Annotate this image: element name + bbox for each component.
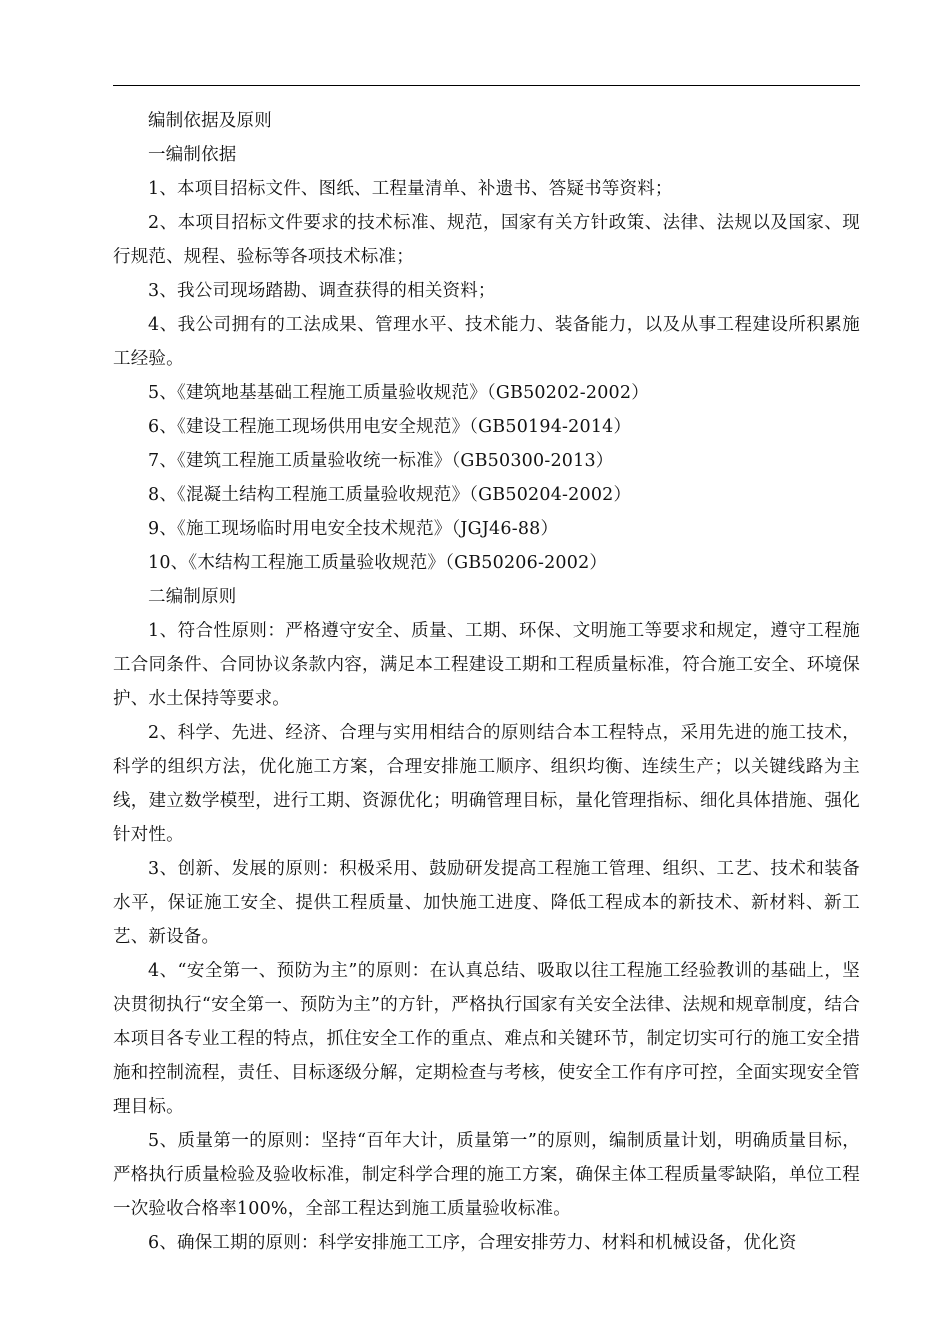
principle-item: 2、科学、先进、经济、合理与实用相结合的原则结合本工程特点，采用先进的施工技术，科学的组织方法，优化施工方案，合理安排施工顺序、组织均衡、连续生产；以关键线路为主线，建立数学模型，进行工期、资源优化；明确管理目标，量化管理指标、细化具体措施、强化针对性。 <box>113 723 860 845</box>
principle-item: 5、质量第一的原则：坚持“百年大计，质量第一”的原则，编制质量计划，明确质量目标，严格执行质量检验及验收标准，制定科学合理的施工方案，确保主体工程质量零缺陷，单位工程一次验收合格率100%，全部工程达到施工质量验收标准。 <box>113 1131 860 1219</box>
basis-item: 4、我公司拥有的工法成果、管理水平、技术能力、装备能力，以及从事工程建设所积累施工经验。 <box>113 315 860 369</box>
basis-item: 5、《建筑地基基础工程施工质量验收规范》（GB50202-2002） <box>148 383 649 403</box>
basis-item: 2、本项目招标文件要求的技术标准、规范，国家有关方针政策、法律、法规以及国家、现行规范、规程、验标等各项技术标准； <box>113 213 860 267</box>
basis-item: 1、本项目招标文件、图纸、工程量清单、补遗书、答疑书等资料； <box>148 179 673 199</box>
basis-item: 3、我公司现场踏勘、调查获得的相关资料； <box>148 281 496 301</box>
basis-item: 9、《施工现场临时用电安全技术规范》（JGJ46-88） <box>148 519 559 539</box>
section-title: 编制依据及原则 <box>148 111 272 131</box>
section-heading-basis: 一编制依据 <box>148 145 237 165</box>
principle-item: 4、“安全第一、预防为主”的原则：在认真总结、吸取以往工程施工经验教训的基础上，坚决贯彻执行“安全第一、预防为主”的方针，严格执行国家有关安全法律、法规和规章制度，结合本项目各专业工程的特点，抓住安全工作的重点、难点和关键环节，制定切实可行的施工安全措施和控制流程，责任、目标逐级分解，定期检查与考核，使安全工作有序可控，全面实现安全管理目标。 <box>113 961 860 1117</box>
basis-item: 10、《木结构工程施工质量验收规范》（GB50206-2002） <box>148 553 608 573</box>
principle-item: 6、确保工期的原则：科学安排施工工序，合理安排劳力、材料和机械设备，优化资 <box>148 1233 797 1253</box>
document-body <box>113 104 860 1260</box>
basis-item: 8、《混凝土结构工程施工质量验收规范》（GB50204-2002） <box>148 485 632 505</box>
basis-item: 6、《建设工程施工现场供用电安全规范》（GB50194-2014） <box>148 417 632 437</box>
principle-item: 3、创新、发展的原则：积极采用、鼓励研发提高工程施工管理、组织、工艺、技术和装备水平，保证施工安全、提供工程质量、加快施工进度、降低工程成本的新技术、新材料、新工艺、新设备。 <box>113 859 860 947</box>
principle-item: 1、符合性原则：严格遵守安全、质量、工期、环保、文明施工等要求和规定，遵守工程施工合同条件、合同协议条款内容，满足本工程建设工期和工程质量标准，符合施工安全、环境保护、水土保持等要求。 <box>113 621 860 709</box>
section-heading-principles: 二编制原则 <box>148 587 237 607</box>
basis-item: 7、《建筑工程施工质量验收统一标准》（GB50300-2013） <box>148 451 614 471</box>
header-rule <box>113 85 860 86</box>
